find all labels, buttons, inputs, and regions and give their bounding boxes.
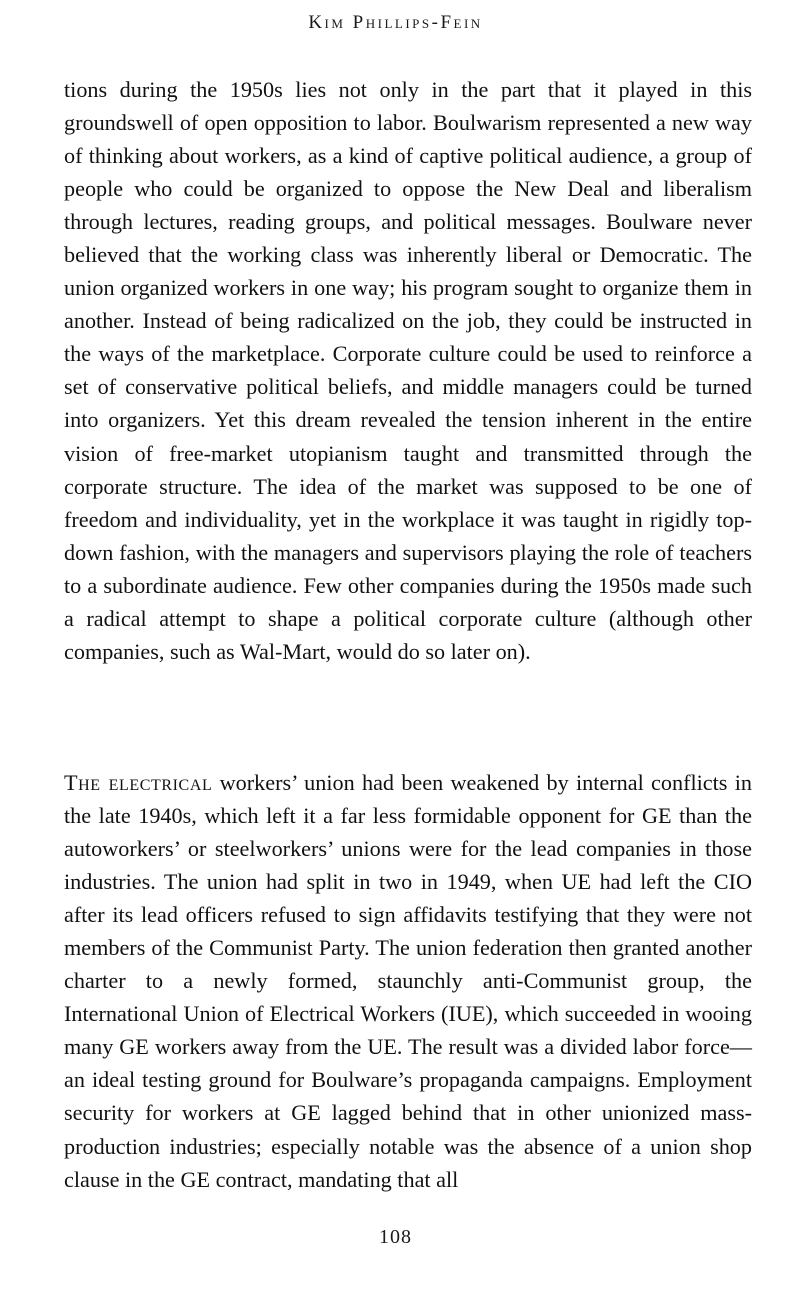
paragraph-2-lead-in: The electrical bbox=[64, 770, 213, 795]
paragraph-1: tions during the 1950s lies not only in the part that it played in this groundswell of open opposition to labor. Boulwarism represented a new way of thinking about workers, as a kind of captive political audience, a group of people who could be organized to oppose the New Deal and liberalism through lectures, reading groups, and political messages. Boulware never believed that the working class was inherently liberal or Democratic. The union organized workers in one way; his program sought to organize them in another. Instead of being radicalized on the job, they could be instructed in the ways of the marketplace. Corporate culture could be used to reinforce a set of conservative political beliefs, and middle managers could be turned into organizers. Yet this dream revealed the tension inherent in the entire vision of free-market utopianism taught and transmitted through the corporate structure. The idea of the market was supposed to be one of freedom and individuality, yet in the workplace it was taught in rigidly top-down fashion, with the managers and supervisors playing the role of teachers to a subordinate audience. Few other companies during the 1950s made such a radical attempt to shape a political corporate culture (although other companies, such as Wal-Mart, would do so later on). bbox=[64, 77, 752, 664]
page-number: 108 bbox=[379, 1226, 412, 1248]
paragraph-2-text: workers’ union had been weakened by internal conflicts in the late 1940s, which left it a far less formidable opponent for GE than the autoworkers’ or steelworkers’ unions were for the lead companies in those industries. The union had split in two in 1949, when UE had left the CIO after its lead officers refused to sign affidavits testifying that they were not members of the Communist Party. The union federation then granted another charter to a newly formed, staunchly anti-Communist group, the International Union of Electrical Workers (IUE), which succeeded in wooing many GE workers away from the UE. The result was a divided labor force—an ideal testing ground for Boulware’s propaganda campaigns. Employment security for workers at GE lagged behind that in other unionized mass-production industries; especially notable was the absence of a union shop clause in the GE contract, mandating that all bbox=[64, 770, 752, 1192]
paragraph-2 bbox=[64, 766, 752, 1196]
running-head: Kim Phillips-Fein bbox=[308, 12, 483, 33]
